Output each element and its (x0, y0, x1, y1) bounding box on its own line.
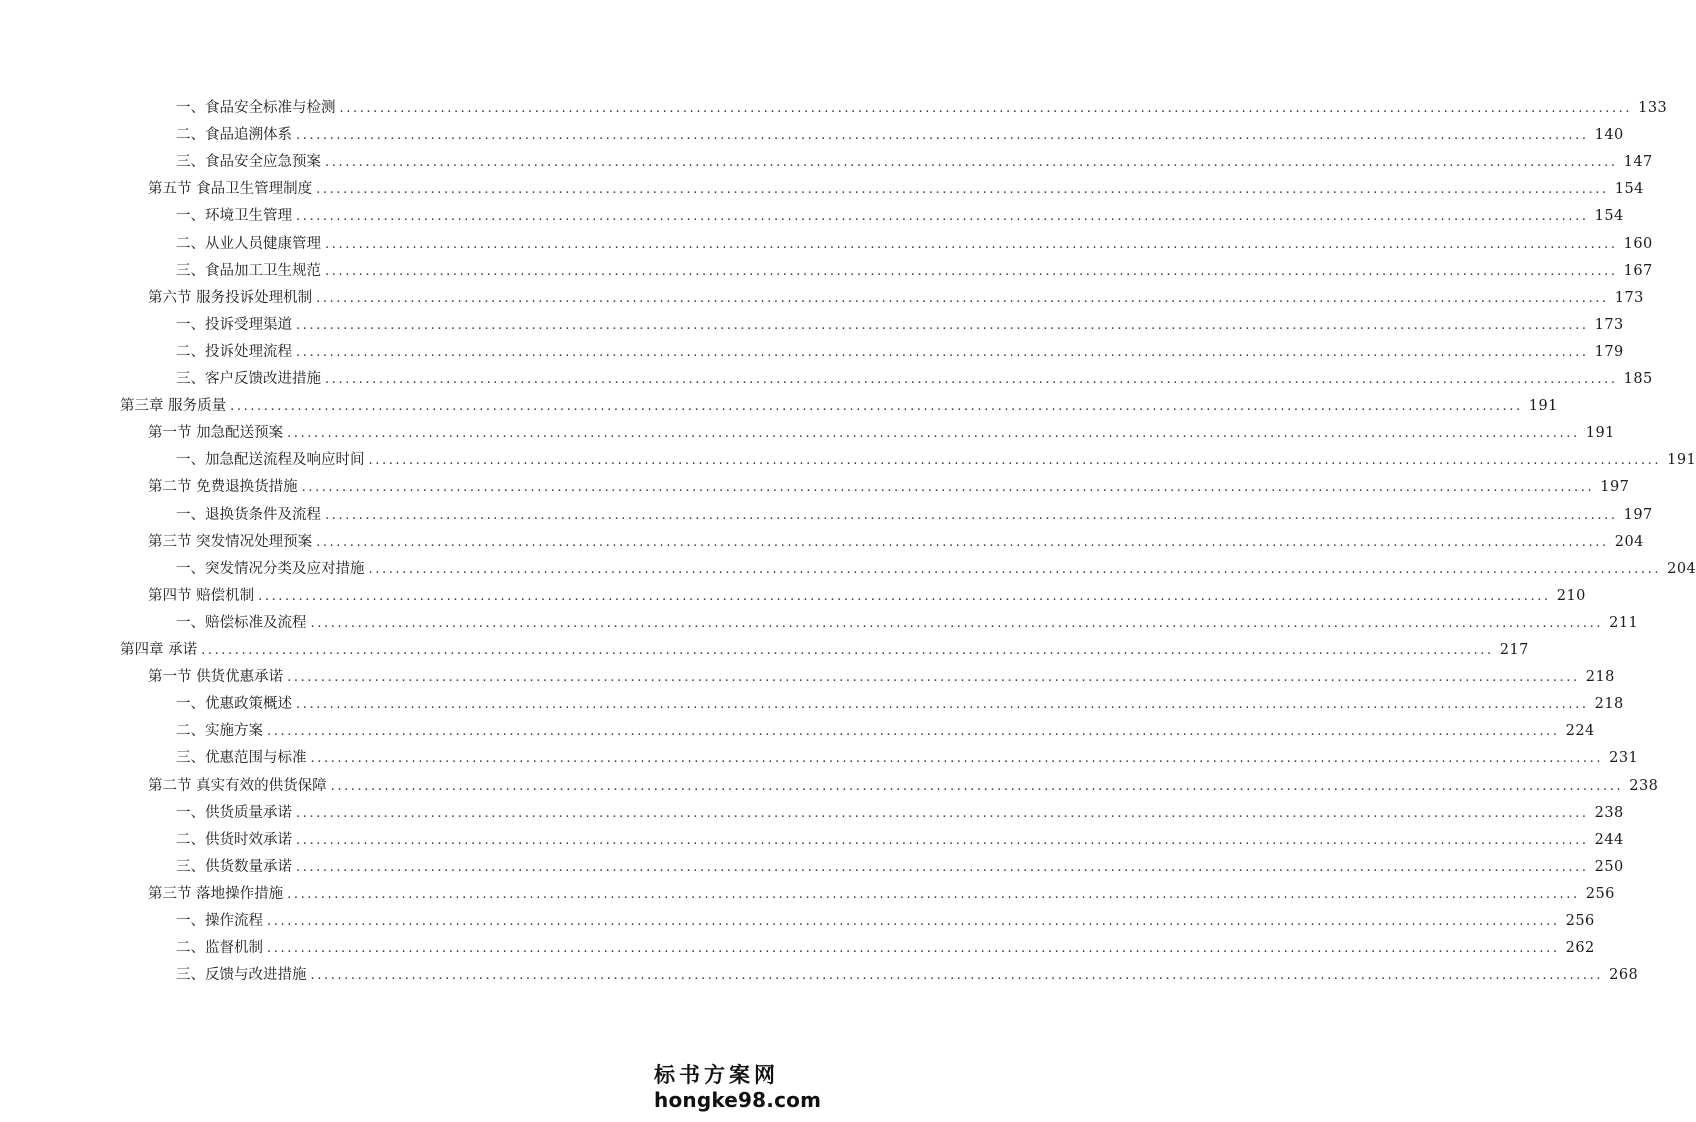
toc-entry-title: 三、客户反馈改进措施 (176, 371, 321, 387)
toc-leader-dots (311, 610, 1604, 637)
watermark-en: hongke98.com (654, 1088, 822, 1112)
toc-entry-page: 218 (1594, 696, 1624, 713)
toc-entry[interactable] (176, 827, 1624, 854)
toc-entry-page: 167 (1623, 262, 1653, 279)
toc-leader-dots (340, 95, 1633, 122)
toc-entry-title: 二、供货时效承诺 (176, 831, 292, 848)
toc-entry-title: 第二节 真实有效的供货保障 (148, 777, 327, 794)
toc-leader-dots (325, 258, 1618, 285)
toc-leader-dots (325, 366, 1618, 393)
toc-entry[interactable] (120, 637, 1529, 664)
toc-entry-page: 147 (1623, 154, 1653, 171)
toc-leader-dots (325, 231, 1618, 258)
toc-entry-title: 一、优惠政策概述 (176, 696, 292, 713)
toc-leader-dots (302, 474, 1595, 501)
toc-entry-title: 三、食品加工卫生规范 (176, 262, 321, 279)
toc-entry[interactable] (176, 962, 1639, 989)
toc-leader-dots (296, 312, 1589, 339)
toc-leader-dots (287, 664, 1580, 691)
toc-entry-title: 第三章 服务质量 (120, 398, 227, 415)
toc-entry-page: 262 (1565, 940, 1595, 957)
toc-entry[interactable] (176, 610, 1639, 637)
toc-entry-page: 238 (1594, 804, 1624, 821)
toc-entry-page: 197 (1600, 479, 1630, 496)
toc-entry[interactable] (176, 122, 1624, 149)
toc-leader-dots (287, 420, 1580, 447)
toc-entry[interactable] (176, 502, 1653, 529)
toc-entry[interactable] (176, 231, 1653, 258)
toc-entry-title: 一、投诉受理渠道 (176, 316, 292, 333)
toc-leader-dots (325, 502, 1618, 529)
toc-entry-title: 一、操作流程 (176, 913, 263, 929)
toc-entry[interactable] (120, 393, 1558, 420)
toc-leader-dots (316, 285, 1609, 312)
toc-entry-page: 211 (1609, 614, 1639, 631)
toc-entry[interactable] (176, 691, 1624, 718)
toc-leader-dots (201, 637, 1494, 664)
toc-entry-page: 238 (1629, 777, 1659, 794)
toc-leader-dots (311, 745, 1604, 772)
toc-leader-dots (296, 339, 1589, 366)
toc-entry[interactable] (148, 529, 1644, 556)
toc-entry[interactable] (176, 312, 1624, 339)
toc-entry-title: 一、赔偿标准及流程 (176, 614, 307, 631)
toc-entry-title: 二、实施方案 (176, 723, 263, 740)
toc-entry-page: 173 (1614, 289, 1644, 306)
toc-entry-page: 140 (1594, 127, 1624, 144)
toc-entry-title: 二、食品追溯体系 (176, 127, 292, 144)
toc-entry-page: 191 (1585, 425, 1615, 442)
toc-entry-page: 210 (1556, 587, 1586, 604)
toc-entry-title: 一、加急配送流程及响应时间 (176, 452, 365, 469)
toc-entry[interactable] (176, 447, 1696, 474)
toc-entry-title: 二、从业人员健康管理 (176, 235, 321, 252)
toc-entry-title: 一、食品安全标准与检测 (176, 100, 336, 116)
toc-entry-page: 185 (1623, 371, 1653, 387)
toc-entry[interactable] (148, 420, 1615, 447)
toc-entry[interactable] (176, 258, 1653, 285)
toc-leader-dots (316, 529, 1609, 556)
toc-leader-dots (325, 149, 1618, 176)
toc-entry-page: 154 (1614, 181, 1644, 198)
toc-leader-dots (296, 122, 1589, 149)
toc-entry[interactable] (148, 773, 1659, 800)
toc-entry-page: 218 (1585, 669, 1615, 686)
toc-entry[interactable] (176, 149, 1653, 176)
toc-entry-title: 三、供货数量承诺 (176, 858, 292, 875)
toc-leader-dots (296, 203, 1589, 230)
toc-entry-page: 244 (1594, 831, 1624, 848)
toc-entry-title: 第四节 赔偿机制 (148, 587, 255, 604)
toc-entry[interactable] (176, 366, 1653, 393)
toc-entry[interactable] (176, 339, 1624, 366)
toc-leader-dots (296, 691, 1589, 718)
toc-entry[interactable] (176, 203, 1624, 230)
watermark (654, 1062, 822, 1112)
toc-entry-title: 第六节 服务投诉处理机制 (148, 289, 313, 306)
toc-entry-page: 224 (1565, 723, 1595, 740)
toc-entry[interactable] (148, 881, 1615, 908)
toc-entry[interactable] (176, 800, 1624, 827)
toc-entry-page: 204 (1667, 560, 1696, 577)
toc-entry-title: 第四章 承诺 (120, 642, 198, 658)
toc-leader-dots (311, 962, 1604, 989)
toc-leader-dots (287, 881, 1580, 908)
toc-leader-dots (296, 800, 1589, 827)
toc-entry-title: 第一节 加急配送预案 (148, 425, 284, 442)
toc-leader-dots (369, 556, 1662, 583)
toc-entry-page: 204 (1614, 533, 1644, 550)
toc-entry-title: 第二节 免费退换货措施 (148, 479, 298, 496)
toc-leader-dots (369, 447, 1662, 474)
toc-entry-page: 250 (1594, 858, 1624, 875)
toc-leader-dots (230, 393, 1523, 420)
toc-entry-title: 三、食品安全应急预案 (176, 154, 321, 171)
toc-leader-dots (258, 583, 1551, 610)
toc-entry-page: 268 (1609, 967, 1639, 984)
toc-entry-title: 一、突发情况分类及应对措施 (176, 560, 365, 577)
toc-entry[interactable] (176, 854, 1624, 881)
toc-leader-dots (296, 827, 1589, 854)
toc-entry-page: 179 (1594, 343, 1624, 360)
toc-entry-page: 197 (1623, 506, 1653, 523)
toc-entry-title: 第三节 落地操作措施 (148, 885, 284, 902)
toc-entry-page: 173 (1594, 316, 1624, 333)
toc-leader-dots (267, 718, 1560, 745)
watermark-cn: 标书方案网 (654, 1062, 779, 1087)
toc-leader-dots (267, 908, 1560, 935)
toc-entry-title: 第一节 供货优惠承诺 (148, 669, 284, 686)
toc-entry-title: 一、退换货条件及流程 (176, 506, 321, 523)
toc-leader-dots (267, 935, 1560, 962)
toc-entry-page: 191 (1528, 398, 1558, 415)
toc-leader-dots (331, 773, 1624, 800)
toc-entry-page: 256 (1585, 885, 1615, 902)
toc-entry-page: 231 (1609, 750, 1639, 767)
toc-entry-title: 三、优惠范围与标准 (176, 750, 307, 767)
toc-leader-dots (296, 854, 1589, 881)
toc-entry[interactable] (148, 583, 1586, 610)
toc-entry-page: 154 (1594, 208, 1624, 225)
toc-entry-title: 一、供货质量承诺 (176, 804, 292, 821)
toc-entry-title: 二、监督机制 (176, 940, 263, 957)
toc-entry-title: 一、环境卫生管理 (176, 208, 292, 225)
toc-entry[interactable] (176, 718, 1595, 745)
toc-entry[interactable] (176, 908, 1595, 935)
toc-entry-page: 160 (1623, 235, 1653, 252)
toc-entry-title: 第五节 食品卫生管理制度 (148, 181, 313, 198)
toc-entry-title: 三、反馈与改进措施 (176, 967, 307, 984)
toc-entry[interactable] (176, 745, 1639, 772)
toc-entry-page: 191 (1667, 452, 1696, 469)
toc-entry[interactable] (176, 556, 1696, 583)
toc-entry-page: 217 (1499, 642, 1529, 658)
toc-entry-title: 第三节 突发情况处理预案 (148, 533, 313, 550)
toc-entry-page: 256 (1565, 913, 1595, 929)
toc-leader-dots (316, 176, 1609, 203)
toc-entry[interactable] (148, 474, 1630, 501)
toc-entry[interactable] (176, 95, 1668, 122)
toc-entry-page: 133 (1638, 100, 1668, 116)
toc-entry-title: 二、投诉处理流程 (176, 343, 292, 360)
toc-entry[interactable] (176, 935, 1595, 962)
toc-entry[interactable] (148, 176, 1644, 203)
toc-entry[interactable] (148, 285, 1644, 312)
toc-entry[interactable] (148, 664, 1615, 691)
